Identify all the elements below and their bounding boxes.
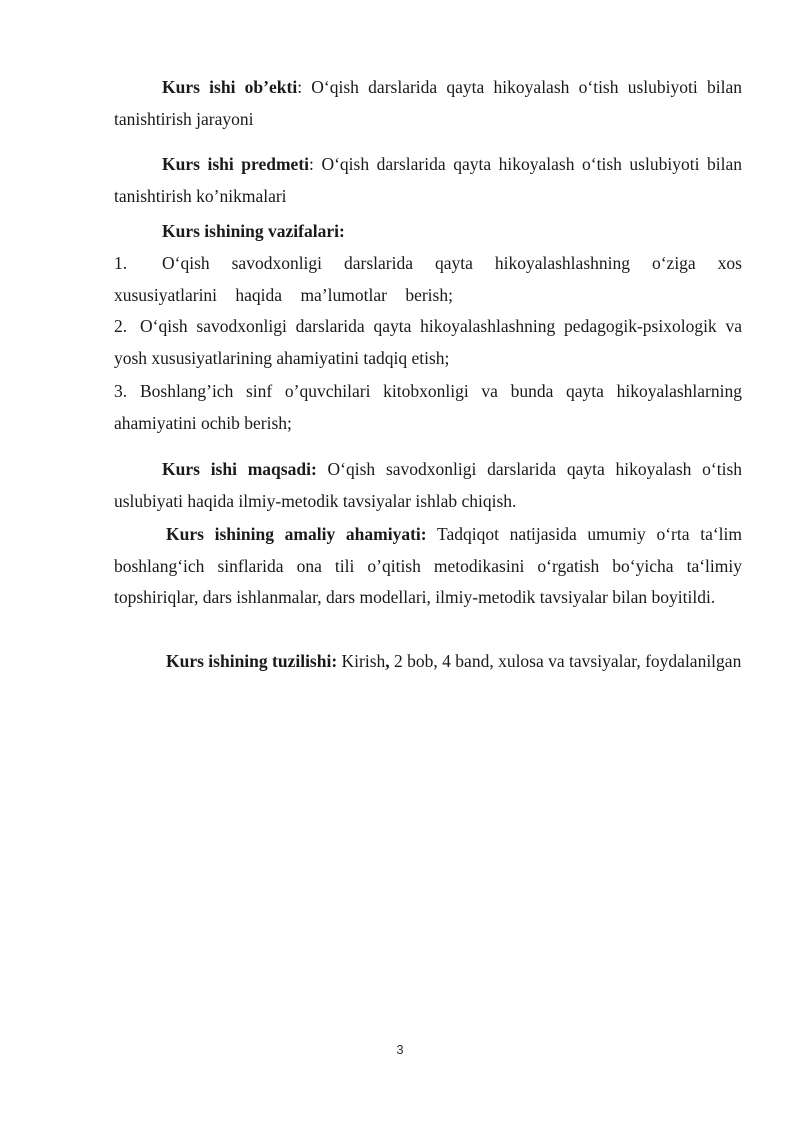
object-text: : O‘qish darslarida qayta hikoyalash o‘tish uslubiyoti bilan tanishtirish jarayoni: [114, 77, 742, 129]
goal-text: O‘qish savodxonligi darslarida qayta hikoyalash o‘tish uslubiyati haqida ilmiy-metodik tavsiyalar ishlab chiqish.: [114, 459, 743, 511]
page-number: 3: [396, 1042, 404, 1057]
task-item-3-text: [114, 376, 742, 439]
paragraph-goal: [114, 454, 742, 517]
paragraph-structure: [114, 648, 741, 675]
task-text-1: O‘qish savodxonligi darslarida qayta hikoyalashlashning o‘ziga xos xususiyatlarini haqida ma’lumotlar berish;: [114, 253, 742, 305]
paragraph-subject: [114, 149, 742, 212]
subject-text: : O‘qish darslarida qayta hikoyalash o‘tish uslubiyoti bilan tanishtirish ko’nikmalari: [114, 154, 742, 206]
structure-text-a: Kirish: [337, 651, 386, 671]
task-number-1: 1.: [114, 253, 128, 273]
task-item-2-text: [114, 311, 742, 374]
structure-label: Kurs ishining tuzilishi:: [166, 651, 338, 671]
object-label: Kurs ishi ob’ekti: [162, 77, 298, 97]
task-item-3: [114, 376, 742, 439]
tasks-heading: [114, 216, 345, 248]
practical-label: Kurs ishining amaliy ahamiyati:: [166, 524, 427, 544]
task-text-3: Boshlang’ich sinf o’quvchilari kitobxonligi va bunda qayta hikoyalashlarning ahamiyatini ochib berish;: [114, 381, 742, 433]
task-text-2: O‘qish savodxonligi darslarida qayta hikoyalashlashning pedagogik-psixologik va yosh xususiyatlarining ahamiyatini tadqiq etish;: [114, 316, 742, 368]
paragraph-practical: [114, 519, 742, 614]
practical-text: Tadqiqot natijasida umumiy o‘rta ta‘lim boshlang‘ich sinflarida ona tili o’qitish metodikasini o‘rgatish bo‘yicha ta‘limiy topshiriqlar, dars ishlanmalar, dars modellari, ilmiy-metodik tavsiyalar bilan boyitildi.: [114, 524, 742, 607]
tasks-heading-text: Kurs ishining vazifalari:: [162, 221, 345, 241]
subject-label: Kurs ishi predmeti: [162, 154, 310, 174]
paragraph-object: [114, 72, 742, 135]
task-item-1: [114, 248, 742, 311]
goal-label: Kurs ishi maqsadi:: [162, 459, 317, 479]
task-item-2: [114, 311, 742, 374]
task-item-1-text: [114, 248, 742, 311]
structure-comma: ,: [385, 651, 390, 671]
task-number-2: 2.: [114, 316, 128, 336]
task-number-3: 3.: [114, 381, 128, 401]
structure-text-b: 2 bob, 4 band, xulosa va tavsiyalar, foydalanilgan: [389, 651, 742, 671]
